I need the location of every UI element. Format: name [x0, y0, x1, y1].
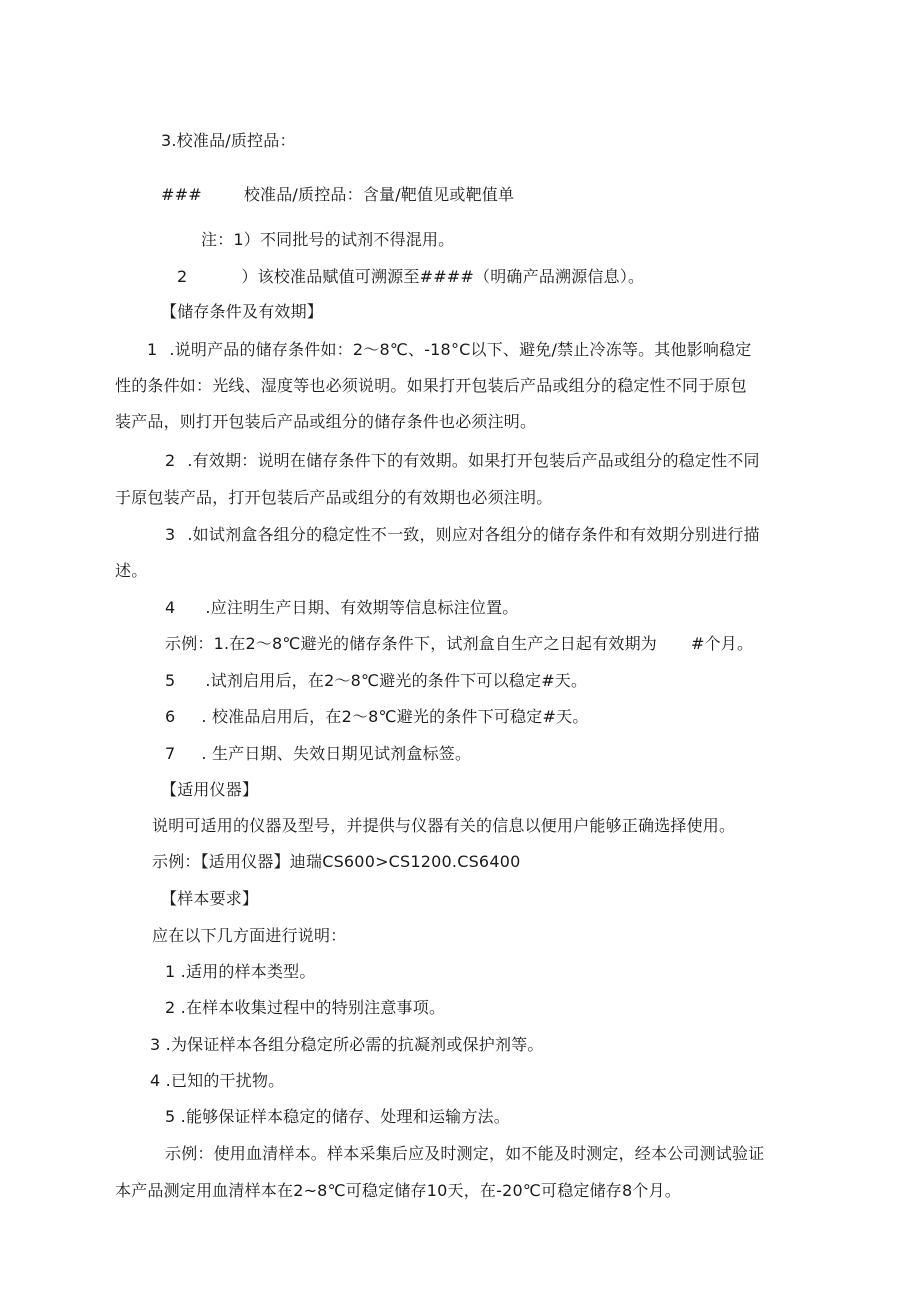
storage-item-2-line-2: 于原包装产品，打开包装后产品或组分的有效期也必须注明。	[115, 488, 553, 507]
calibrator-heading: 3.校准品/质控品：	[161, 131, 296, 150]
storage-item-6-text: . 校准品启用后，在2～8℃避光的条件下可稳定#天。	[201, 707, 589, 726]
storage-item-4-text: .应注明生产日期、有效期等信息标注位置。	[205, 598, 519, 617]
sample-example-line-1: 示例：使用血清样本。样本采集后应及时测定，如不能及时测定，经本公司测试验证	[165, 1144, 765, 1163]
storage-item-3-line-1	[165, 525, 760, 545]
storage-item-5-number: 5	[165, 671, 176, 690]
storage-item-3-text: .如试剂盒各组分的稳定性不一致，则应对各组分的储存条件和有效期分别进行描	[187, 525, 760, 544]
storage-example	[165, 634, 753, 654]
note-1: 注：1）不同批号的试剂不得混用。	[201, 230, 455, 249]
instrument-heading: 【适用仪器】	[161, 780, 259, 799]
note-2-text: ）该校准品赋值可溯源至####（明确产品溯源信息）。	[241, 267, 645, 286]
calibrator-row	[161, 185, 514, 205]
calibrator-text: 校准品/质控品：含量/靶值见或靶值单	[243, 185, 515, 204]
sample-item-1: 1 .适用的样本类型。	[165, 962, 316, 981]
storage-item-2-line-1	[165, 451, 760, 471]
sample-item-2: 2 .在样本收集过程中的特别注意事项。	[165, 998, 446, 1017]
storage-heading: 【储存条件及有效期】	[161, 302, 324, 321]
storage-item-5-text: .试剂启用后，在2～8℃避光的条件下可以稳定#天。	[205, 671, 588, 690]
storage-example-prefix: 示例：1.在2～8℃避光的储存条件下，试剂盒自生产之日起有效期为	[165, 634, 657, 653]
sample-item-4: 4 .已知的干扰物。	[150, 1071, 285, 1090]
storage-item-1-number: 1	[147, 340, 158, 359]
storage-item-4-number: 4	[165, 598, 176, 617]
storage-item-6-number: 6	[165, 707, 176, 726]
storage-item-4	[165, 598, 518, 618]
note-2	[177, 267, 644, 287]
storage-item-5	[165, 671, 587, 691]
sample-heading: 【样本要求】	[161, 889, 259, 908]
storage-item-7	[165, 744, 471, 764]
storage-item-1-text: .说明产品的储存条件如：2～8℃、-18°C以下、避免/禁止冷冻等。其他影响稳定	[169, 340, 752, 359]
storage-item-1-line-3: 装产品，则打开包装后产品或组分的储存条件也必须注明。	[115, 412, 537, 431]
note-2-number: 2	[177, 267, 188, 286]
storage-item-2-text: .有效期：说明在储存条件下的有效期。如果打开包装后产品或组分的稳定性不同	[187, 451, 760, 470]
storage-item-6	[165, 707, 589, 727]
storage-item-2-number: 2	[165, 451, 176, 470]
calibrator-marker: ###	[161, 185, 202, 204]
sample-intro: 应在以下几方面进行说明：	[152, 926, 347, 945]
instrument-example: 示例：【适用仪器】迪瑞CS600>CS1200.CS6400	[152, 852, 521, 871]
sample-item-3: 3 .为保证样本各组分稳定所必需的抗凝剂或保护剂等。	[150, 1035, 544, 1054]
storage-item-3-number: 3	[165, 525, 176, 544]
storage-item-7-text: . 生产日期、失效日期见试剂盒标签。	[201, 744, 472, 763]
storage-example-suffix: #个月。	[691, 634, 754, 653]
sample-item-5: 5 .能够保证样本稳定的储存、处理和运输方法。	[165, 1107, 510, 1126]
sample-example-line-2: 本产品测定用血清样本在2~8℃可稳定储存10天，在-20℃可稳定储存8个月。	[115, 1181, 681, 1200]
instrument-description: 说明可适用的仪器及型号，并提供与仪器有关的信息以便用户能够正确选择使用。	[152, 816, 736, 835]
storage-item-3-line-2: 述。	[115, 561, 148, 580]
storage-item-1-line-2: 性的条件如：光线、湿度等也必须说明。如果打开包装后产品或组分的稳定性不同于原包	[115, 376, 747, 395]
storage-item-1-line-1	[147, 340, 752, 360]
storage-item-7-number: 7	[165, 744, 176, 763]
